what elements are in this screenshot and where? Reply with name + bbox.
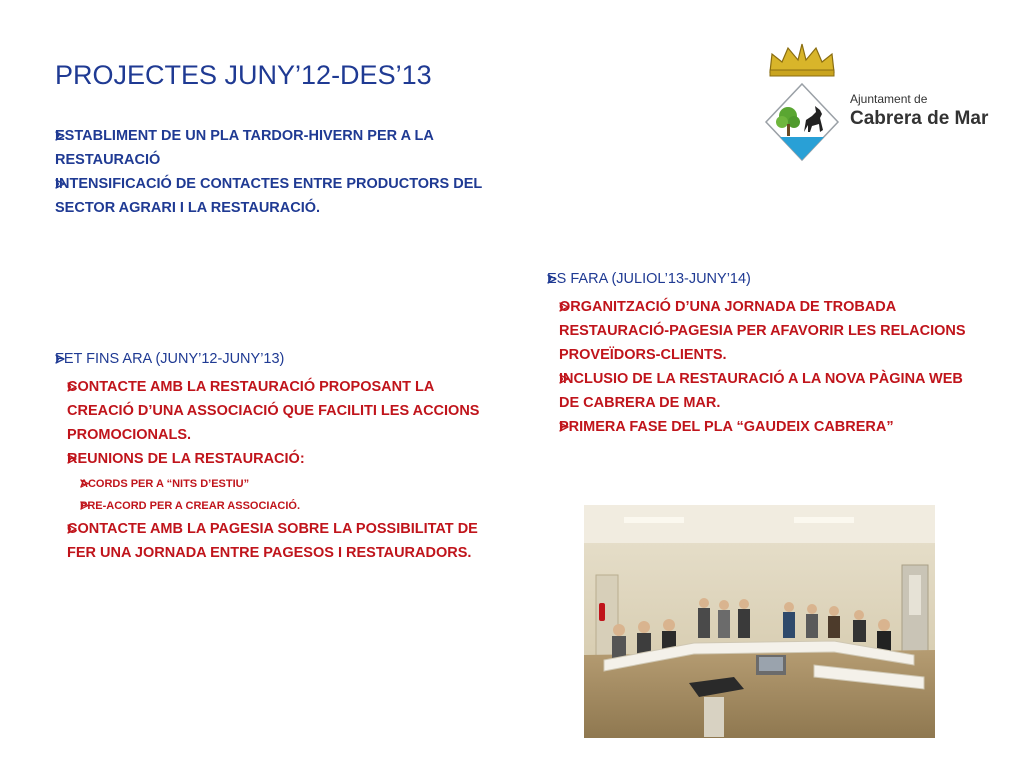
to-do-list — [547, 267, 987, 439]
arrow-bullet-icon — [67, 382, 77, 392]
done-heading — [55, 347, 485, 565]
meeting-subitem-text: PRE-ACORD PER A CREAR ASSOCIACIÓ. — [80, 500, 301, 512]
arrow-bullet-icon — [559, 422, 569, 432]
arrow-bullet-icon — [80, 501, 89, 510]
arrow-bullet-icon — [559, 302, 569, 312]
logo-subtitle: Ajuntament de — [850, 92, 928, 106]
todo-item-text: INCLUSIO DE LA RESTAURACIÓ A LA NOVA PÀGINA WEB DE CABRERA DE MAR. — [559, 371, 963, 411]
meeting-subitem-association — [80, 495, 485, 517]
done-item-meetings — [67, 447, 485, 517]
done-item-contact-restaurants — [67, 375, 485, 447]
arrow-bullet-icon — [55, 131, 65, 141]
municipal-coat-of-arms-icon — [760, 40, 845, 165]
arrow-bullet-icon — [67, 454, 77, 464]
arrow-bullet-icon — [547, 274, 557, 284]
todo-item-gaudeix — [559, 415, 987, 439]
goal-text: ESTABLIMENT DE UN PLA TARDOR-HIVERN PER A LA RESTAURACIÓ — [55, 128, 434, 168]
todo-item-meeting-day — [559, 295, 987, 367]
arrow-bullet-icon — [67, 524, 77, 534]
done-item-contact-farmers — [67, 517, 485, 565]
page-title: PROJECTES JUNY’12-DES’13 — [55, 60, 432, 90]
todo-item-text: ORGANITZACIÓ D’UNA JORNADA DE TROBADA RESTAURACIÓ-PAGESIA PER AFAVORIR LES RELACIONS PROVEÏDORS-CLIENTS. — [559, 299, 966, 363]
goals-list — [55, 124, 485, 220]
meeting-subitem-nits — [80, 473, 485, 495]
meeting-room-photo — [584, 505, 935, 738]
done-so-far-list — [55, 347, 485, 565]
todo-item-text: PRIMERA FASE DEL PLA “GAUDEIX CABRERA” — [559, 419, 894, 435]
arrow-bullet-icon — [80, 479, 89, 488]
done-item-text: CONTACTE AMB LA PAGESIA SOBRE LA POSSIBILITAT DE FER UNA JORNADA ENTRE PAGESOS I RESTAURADORS. — [67, 521, 478, 561]
logo-title: Cabrera de Mar — [850, 108, 989, 129]
goal-item-contacts — [55, 172, 485, 220]
done-item-text: REUNIONS DE LA RESTAURACIÓ: — [67, 451, 305, 467]
arrow-bullet-icon — [55, 179, 65, 189]
done-item-text: CONTACTE AMB LA RESTAURACIÓ PROPOSANT LA CREACIÓ D’UNA ASSOCIACIÓ QUE FACILITI LES ACCIONS PROMOCIONALS. — [67, 379, 480, 443]
todo-heading-text: ES FARA (JULIOL’13-JUNY’14) — [547, 271, 751, 287]
todo-heading — [547, 267, 987, 439]
meeting-subitem-text: ACORDS PER A “NITS D’ESTIU” — [80, 478, 250, 490]
done-heading-text: FET FINS ARA (JUNY’12-JUNY’13) — [55, 351, 285, 367]
goal-item-plan — [55, 124, 485, 172]
goal-text: INTENSIFICACIÓ DE CONTACTES ENTRE PRODUCTORS DEL SECTOR AGRARI I LA RESTAURACIÓ. — [55, 176, 482, 216]
municipality-logo — [760, 40, 1010, 165]
todo-item-website — [559, 367, 987, 415]
arrow-bullet-icon — [559, 374, 569, 384]
arrow-bullet-icon — [55, 354, 65, 364]
